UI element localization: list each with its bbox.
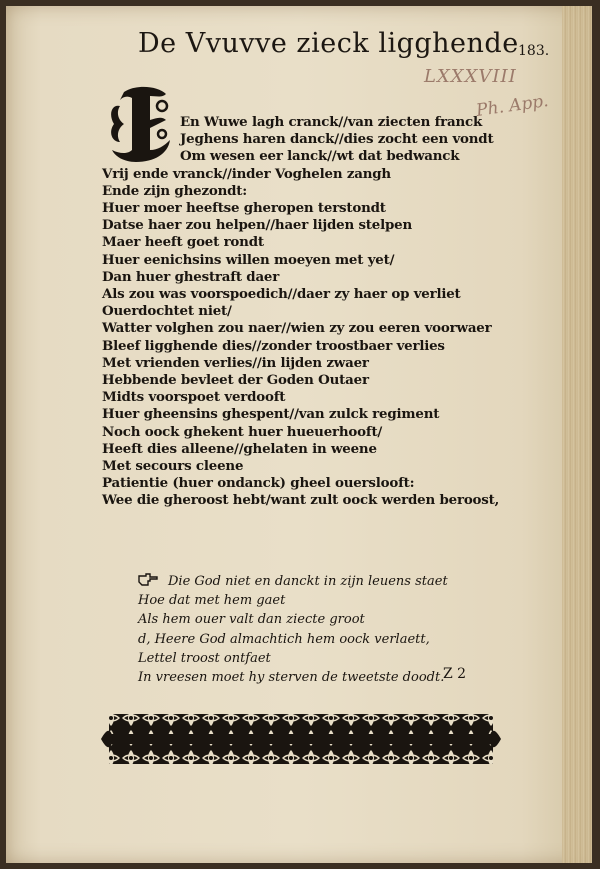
page-edges	[562, 6, 592, 863]
poem-text	[102, 114, 499, 510]
moral-line: Lettel troost ontfaet	[138, 650, 271, 666]
poem-line: Huer eenichsins willen moeyen met yet/	[102, 251, 395, 268]
page-title: De Vvuvve zieck ligghende	[138, 28, 519, 59]
moral-line: Hoe dat met hem gaet	[138, 593, 286, 609]
poem-line: En Wuwe lagh cranck//van ziecten franck	[180, 114, 483, 130]
ornamental-border	[101, 708, 501, 770]
pointing-hand-icon	[138, 573, 158, 586]
poem-line: Heeft dies alleene//ghelaten in weene	[102, 440, 377, 457]
moral-line: In vreesen moet hy sterven de tweetste doodt.	[138, 670, 445, 686]
poem-line: Midts voorspoet verdooft	[102, 389, 286, 406]
poem-line: Wee die gheroost hebt/want zult oock werden beroost,	[102, 492, 500, 509]
poem-line: Datse haer zou helpen//haer lijden stelpen	[102, 217, 413, 234]
manuscript-roman-numeral: LXXXVIII	[424, 66, 517, 87]
poem-line: Huer moer heeftse gheropen terstondt	[102, 200, 386, 217]
poem-line: Met vrienden verlies//in lijden zwaer	[102, 354, 369, 371]
poem-line: Met secours cleene	[102, 458, 244, 475]
poem-line: Jeghens haren danck//dies zocht een vondt	[180, 131, 494, 148]
poem-line: Watter volghen zou naer//wien zy zou eeren voorwaer	[102, 320, 492, 337]
poem-line: Vrij ende vranck//inder Voghelen zangh	[102, 165, 391, 182]
poem-line: Hebbende bevleet der Goden Outaer	[102, 372, 369, 389]
poem-line: Huer gheensins ghespent//van zulck regiment	[102, 406, 440, 423]
page-number: 183.	[518, 43, 550, 59]
poem-line: Maer heeft goet rondt	[102, 234, 264, 251]
poem-line: Dan huer ghestraft daer	[102, 268, 280, 285]
moral-verse	[138, 572, 448, 687]
poem-line: Bleef ligghende dies//zonder troostbaer verlies	[102, 337, 445, 354]
poem-line: Patientie (huer ondanck) gheel ouerslooft:	[102, 475, 415, 492]
moral-line: Als hem ouer valt dan ziecte groot	[138, 612, 365, 628]
moral-line	[138, 572, 448, 591]
moral-line: d, Heere God almachtich hem oock verlaett,	[138, 631, 430, 647]
poem-line: Als zou was voorspoedich//daer zy haer op verliet	[102, 286, 461, 303]
book-page	[6, 6, 592, 863]
signature-mark: Z 2	[443, 666, 467, 682]
poem-line: Ende zijn ghezondt:	[102, 182, 248, 199]
poem-line: Noch oock ghekent huer hueuerhooft/	[102, 423, 383, 440]
poem-line: Om wesen eer lanck//wt dat bedwanck	[180, 148, 460, 165]
poem-line: Ouerdochtet niet/	[102, 303, 232, 320]
moral-line-text: Die God niet en danckt in zijn leuens staet	[168, 574, 448, 589]
manuscript-note: Ph. App.	[474, 91, 550, 121]
